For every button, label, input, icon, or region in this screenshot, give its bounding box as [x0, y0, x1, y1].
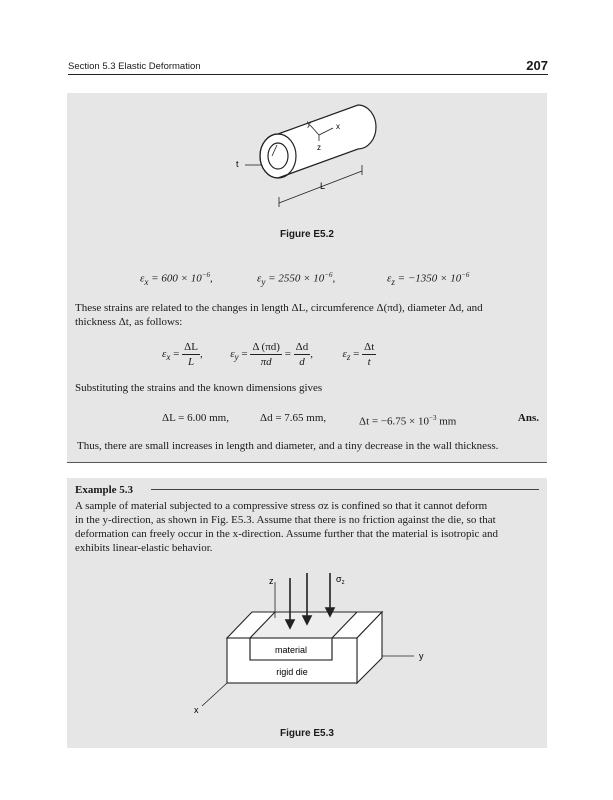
example-title: Example 5.3 — [75, 484, 134, 496]
fig1-t-label: t — [236, 159, 239, 169]
fig2-sigma-label: $\sigma_z$ — [336, 574, 345, 586]
figure-e5-3-caption: Figure E5.3 — [280, 728, 334, 739]
strain-equations: $\varepsilon_x$ = $\frac{\Delta L}{L}$ , $\varepsilon_y$ = $\frac{\Delta (\pi d)}{\pi d}$ = $\frac{\Delta d}{d}$ , $\varepsilon_z$ = $\frac{\Delta t}{t}$ — [162, 341, 375, 368]
rigid-die-label: rigid die — [276, 667, 308, 677]
problem-line-4: exhibits linear-elastic behavior. — [75, 542, 213, 554]
header-rule — [68, 74, 548, 75]
strain-y: $\varepsilon_y = 2550 \times 10^{-6}$, — [257, 271, 336, 287]
tube-body — [278, 105, 376, 178]
problem-line-1: A sample of material subjected to a compressive stress σz is confined so that it cannot deform — [75, 500, 488, 512]
frac-dpid-pid: $\frac{\Delta (\pi d)}{\pi d}$ — [252, 341, 280, 368]
frac-dt-t: $\frac{\Delta t}{t}$ — [364, 341, 375, 368]
strain-z: $\varepsilon_z = -1350 \times 10^{-6}$ — [387, 271, 470, 287]
fig2-y-label: y — [419, 651, 424, 661]
fig1-y-label: y — [307, 119, 311, 128]
paragraph-strain-relations — [75, 301, 540, 329]
figure-e5-2-caption: Figure E5.2 — [280, 229, 334, 240]
example-5-2-panel — [67, 93, 547, 463]
problem-line-3: deformation can freely occur in the x-direction. Assume further that the material is isotropic and — [75, 528, 499, 540]
example-5-3-panel — [67, 478, 547, 748]
fig1-x-label: x — [336, 122, 340, 131]
problem-line-2: in the y-direction, as shown in Fig. E5.3. Assume that there is no friction against the die, so that — [75, 514, 496, 526]
answer-label: Ans. — [517, 412, 539, 424]
section-title: Section 5.3 Elastic Deformation — [68, 61, 201, 72]
fig1-z-label: z — [317, 143, 321, 152]
paragraph-substituting: Substituting the strains and the known dimensions gives — [75, 382, 323, 394]
result-dt: $\Delta t = -6.75 \times 10^{-3}$ mm — [359, 414, 457, 428]
example-problem-text — [75, 499, 543, 555]
result-dd: Δd = 7.65 mm, — [260, 412, 327, 424]
example-title-rule — [151, 489, 539, 490]
frac-dd-d: $\frac{\Delta d}{d}$ — [295, 341, 309, 368]
frac-dL-L: $\frac{\Delta L}{L}$ — [184, 341, 198, 368]
running-header — [68, 58, 548, 74]
figure-e5-3-die — [182, 568, 442, 718]
page-number: 207 — [526, 58, 548, 73]
fig1-L-label: L — [320, 181, 326, 191]
fig2-z-label: z — [269, 576, 274, 586]
strain-x: $\varepsilon_x = 600 \times 10^{-6}$, — [140, 271, 213, 287]
para1-line1: These strains are related to the changes in length ΔL, circumference Δ(πd), diameter Δd, and — [75, 302, 483, 314]
panel1-bottom-rule — [67, 462, 547, 463]
paragraph-conclusion: Thus, there are small increases in length and diameter, and a tiny decrease in the wall thickness. — [77, 440, 499, 452]
result-dL: ΔL = 6.00 mm, — [162, 412, 229, 424]
x-axis — [202, 683, 227, 706]
para1-line2: thickness Δt, as follows: — [75, 316, 183, 328]
material-label: material — [274, 645, 308, 655]
fig2-x-label: x — [194, 705, 199, 715]
figure-e5-2-tube — [217, 93, 417, 218]
